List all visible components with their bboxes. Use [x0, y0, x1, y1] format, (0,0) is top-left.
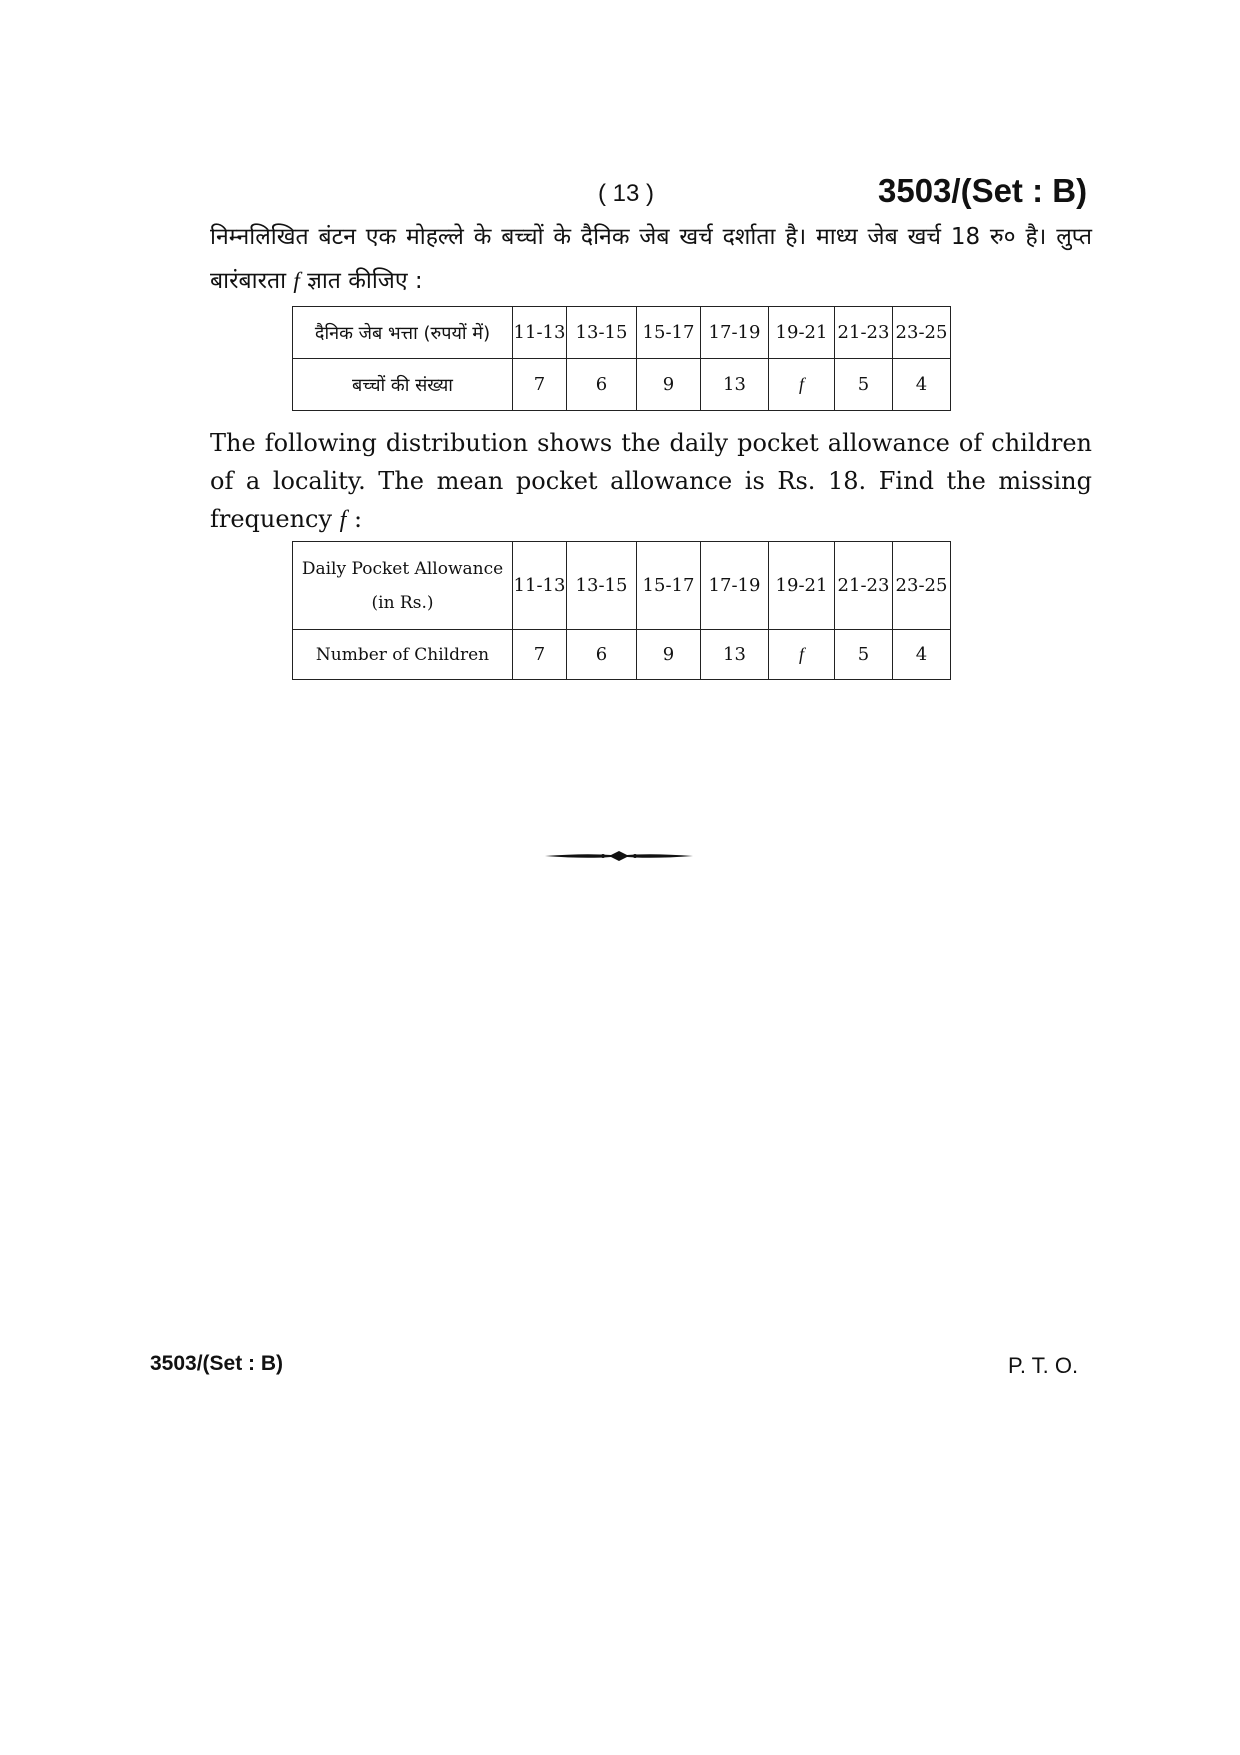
allowance-label-line1: Daily Pocket Allowance: [301, 558, 504, 579]
paper-code-footer: 3503/(Set : B): [150, 1352, 284, 1375]
frequency-cell: 5: [835, 359, 893, 411]
class-interval-cell: 13-15: [567, 542, 637, 630]
missing-frequency-cell: f: [769, 630, 835, 680]
class-interval-cell: 15-17: [637, 542, 701, 630]
english-frequency-table: [292, 541, 951, 680]
class-interval-cell: 19-21: [769, 542, 835, 630]
class-interval-cell: 17-19: [701, 542, 769, 630]
class-interval-cell: 19-21: [769, 307, 835, 359]
page-number: ( 13 ): [598, 180, 655, 207]
frequency-cell: 9: [637, 630, 701, 680]
class-interval-cell: 21-23: [835, 542, 893, 630]
class-interval-cell: 21-23: [835, 307, 893, 359]
frequency-cell: 4: [893, 630, 951, 680]
hindi-row-label-children: बच्चों की संख्या: [293, 359, 513, 411]
table-row: [293, 359, 951, 411]
hindi-question-text-1: निम्नलिखित बंटन एक मोहल्ले के बच्चों के दैनिक जेब खर्च दर्शाता है। माध्य जेब खर्च 18 रु० है। लुप्त बारंबारता: [210, 224, 1092, 294]
frequency-cell: 9: [637, 359, 701, 411]
pto-label: P. T. O.: [1008, 1353, 1079, 1378]
english-question: [210, 424, 1092, 539]
hindi-question-text-2: ज्ञात कीजिए :: [299, 268, 423, 294]
frequency-cell: 6: [567, 359, 637, 411]
hindi-frequency-table: [292, 306, 951, 411]
end-ornament-icon: [545, 848, 693, 864]
class-interval-cell: 13-15: [567, 307, 637, 359]
english-variable-f: f: [339, 507, 347, 533]
table-row: [293, 630, 951, 680]
hindi-row-label-allowance: दैनिक जेब भत्ता (रुपयों में): [293, 307, 513, 359]
table-row: [293, 307, 951, 359]
allowance-label-line2: (in Rs.): [371, 592, 434, 613]
frequency-cell: 6: [567, 630, 637, 680]
frequency-cell: 4: [893, 359, 951, 411]
frequency-cell: 5: [835, 630, 893, 680]
frequency-cell: 7: [513, 359, 567, 411]
english-question-text-2: :: [346, 505, 363, 533]
class-interval-cell: 17-19: [701, 307, 769, 359]
class-interval-cell: 11-13: [513, 307, 567, 359]
hindi-variable-f: f: [293, 268, 300, 293]
paper-code-header: 3503/(Set : B): [878, 172, 1088, 209]
class-interval-cell: 23-25: [893, 307, 951, 359]
class-interval-cell: 11-13: [513, 542, 567, 630]
english-question-text-1: The following distribution shows the daily pocket allowance of children of a locality. The mean pocket allowance is Rs. 18. Find the missing frequency: [210, 429, 1092, 533]
english-row-label-allowance: [293, 542, 513, 630]
frequency-cell: 13: [701, 359, 769, 411]
hindi-question: [210, 216, 1092, 303]
missing-frequency-cell: f: [769, 359, 835, 411]
english-row-label-children: Number of Children: [293, 630, 513, 680]
class-interval-cell: 23-25: [893, 542, 951, 630]
frequency-cell: 13: [701, 630, 769, 680]
table-row: [293, 542, 951, 630]
frequency-cell: 7: [513, 630, 567, 680]
class-interval-cell: 15-17: [637, 307, 701, 359]
